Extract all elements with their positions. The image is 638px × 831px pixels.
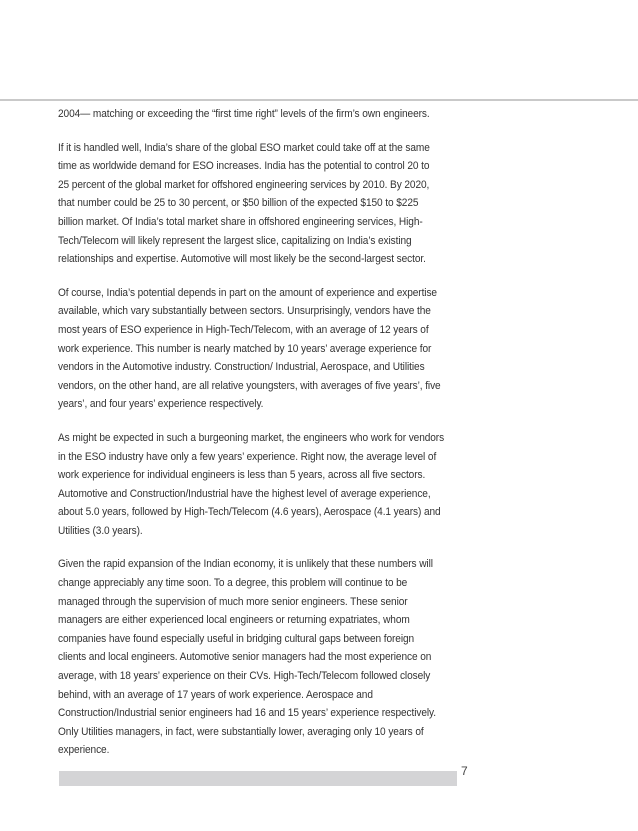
- text-line: average, with 18 years’ experience on their CVs. High-Tech/Telecom followed closely: [58, 670, 431, 683]
- text-line: Utilities (3.0 years).: [58, 524, 143, 537]
- text-line: Of course, India’s potential depends in part on the amount of experience and expertise: [58, 286, 437, 299]
- text-line: If it is handled well, India’s share of the global ESO market could take off at the same: [58, 141, 430, 154]
- text-line: companies have found especially useful in bridging cultural gaps between foreign: [58, 632, 415, 645]
- text-line: vendors, on the other hand, are all relative youngsters, with averages of five years’, five: [58, 379, 441, 392]
- text-line: experience.: [58, 744, 110, 757]
- text-line: work experience for individual engineers is less than 5 years, across all five sectors.: [58, 469, 426, 482]
- text-line: 2004— matching or exceeding the “first time right” levels of the firm’s own engineers.: [58, 108, 430, 120]
- top-divider: [0, 99, 638, 101]
- text-line: change appreciably any time soon. To a degree, this problem will continue to be: [58, 577, 408, 590]
- text-line: years’, and four years’ experience respectively.: [58, 398, 264, 411]
- text-line: 25 percent of the global market for offshored engineering services by 2010. By 2020,: [58, 178, 430, 191]
- text-line: billion market. Of India’s total market share in offshored engineering services, High-: [58, 215, 423, 228]
- paragraph: [58, 139, 481, 269]
- text-line: that number could be 25 to 30 percent, or $50 billion of the expected $150 to $225: [58, 197, 419, 210]
- text-line: Automotive and Construction/Industrial have the highest level of average experience,: [58, 487, 431, 500]
- text-line: in the ESO industry have only a few years’ experience. Right now, the average level of: [58, 450, 437, 463]
- text-line: Only Utilities managers, in fact, were substantially lower, averaging only 10 years of: [58, 725, 424, 738]
- page-number: 7: [461, 764, 468, 778]
- text-line: available, which vary substantially between sectors. Unsurprisingly, vendors have the: [58, 305, 431, 318]
- text-line: Construction/Industrial senior engineers had 16 and 15 years’ experience respectively.: [58, 707, 437, 720]
- text-line: relationships and expertise. Automotive will most likely be the second-largest sector.: [58, 253, 426, 266]
- text-line: vendors in the Automotive industry. Construction/ Industrial, Aerospace, and Utilities: [58, 361, 425, 374]
- paragraph: [58, 105, 481, 124]
- text-line: managed through the supervision of much more senior engineers. These senior: [58, 595, 408, 608]
- paragraph: [58, 555, 481, 760]
- text-line: behind, with an average of 17 years of work experience. Aerospace and: [58, 688, 373, 701]
- text-line: Tech/Telecom will likely represent the largest slice, capitalizing on India’s existing: [58, 234, 412, 247]
- text-line: time as worldwide demand for ESO increases. India has the potential to control 20 to: [58, 160, 430, 173]
- footer-bar: [59, 771, 457, 786]
- text-line: clients and local engineers. Automotive senior managers had the most experience on: [58, 651, 432, 664]
- paragraph: [58, 284, 481, 414]
- text-line: work experience. This number is nearly matched by 10 years’ average experience for: [58, 342, 432, 355]
- text-line: Given the rapid expansion of the Indian economy, it is unlikely that these numbers will: [58, 558, 433, 571]
- text-line: most years of ESO experience in High-Tech/Telecom, with an average of 12 years of: [58, 323, 429, 336]
- text-line: managers are either experienced local engineers or returning expatriates, whom: [58, 614, 410, 627]
- body-text-column: [58, 105, 481, 775]
- paragraph: [58, 429, 481, 541]
- text-line: As might be expected in such a burgeoning market, the engineers who work for vendors: [58, 431, 445, 444]
- text-line: about 5.0 years, followed by High-Tech/Telecom (4.6 years), Aerospace (4.1 years) and: [58, 506, 441, 519]
